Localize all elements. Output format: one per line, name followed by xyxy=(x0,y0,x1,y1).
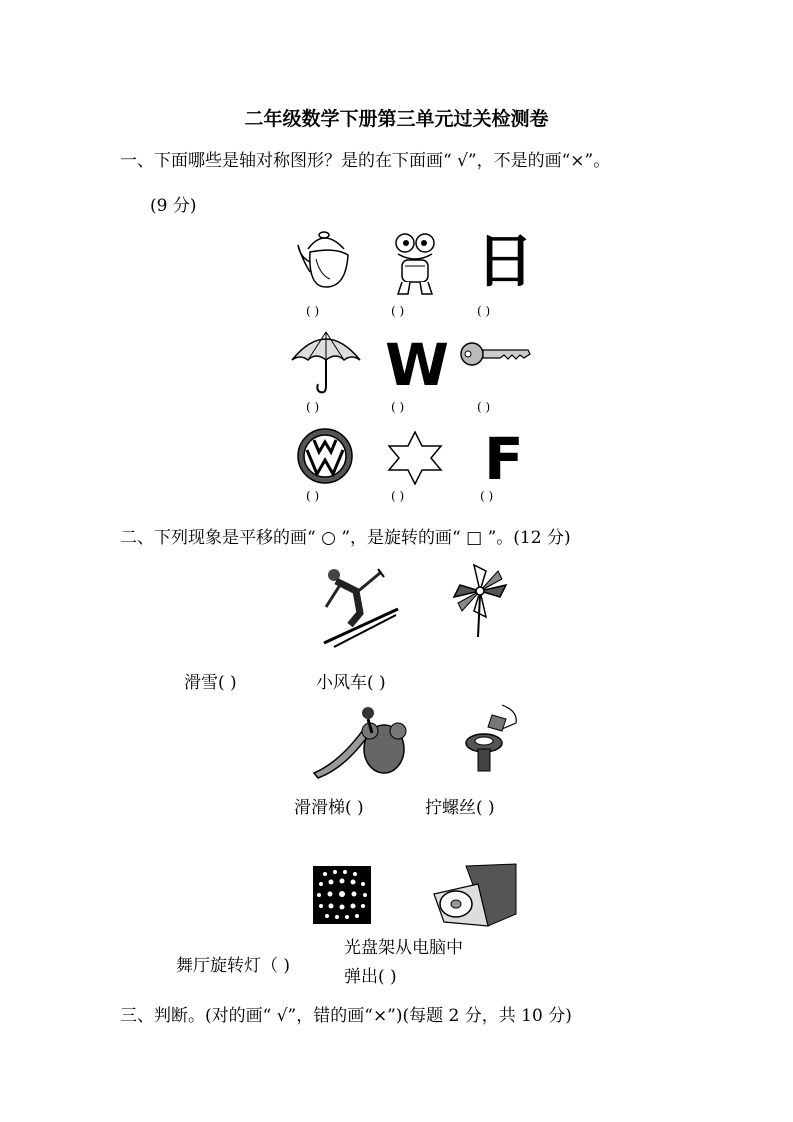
label-pinwheel: 小风车( ) xyxy=(316,673,386,693)
label-cd-line2: 弹出( ) xyxy=(344,967,397,987)
section2-question: 二、下列现象是平移的画“ ○ ”，是旋转的画“ □ ”。(12 分) xyxy=(120,528,571,548)
label-disco: 舞厅旋转灯（ ) xyxy=(176,956,291,976)
answer-blank[interactable]: ( ) xyxy=(306,304,320,318)
section1-score: (9 分) xyxy=(150,196,197,216)
answer-blank[interactable]: ( ) xyxy=(480,489,494,503)
pinwheel-icon xyxy=(452,563,508,639)
section1-question: 一、下面哪些是轴对称图形？是的在下面画“ √”，不是的画“×”。 xyxy=(120,151,611,171)
page-title: 二年级数学下册第三单元过关检测卷 xyxy=(244,108,549,130)
answer-blank[interactable]: ( ) xyxy=(391,400,405,414)
letter-w: W xyxy=(385,331,449,399)
label-slide: 滑滑梯( ) xyxy=(294,798,364,818)
answer-blank[interactable]: ( ) xyxy=(391,304,405,318)
section3-question: 三、判断。(对的画“ √”，错的画“×”)(每题 2 分，共 10 分) xyxy=(120,1006,572,1026)
label-skiing: 滑雪( ) xyxy=(184,673,237,693)
slide-icon xyxy=(312,703,406,778)
frog-icon xyxy=(390,232,440,297)
label-cd-line1: 光盘架从电脑中 xyxy=(344,938,463,958)
answer-blank[interactable]: ( ) xyxy=(306,400,320,414)
six-point-star-icon xyxy=(385,430,445,486)
disco-ball-icon xyxy=(313,866,371,924)
answer-blank[interactable]: ( ) xyxy=(391,489,405,503)
letter-f: F xyxy=(484,425,524,493)
umbrella-icon xyxy=(290,328,362,396)
teapot-icon xyxy=(296,227,356,292)
label-screw: 拧螺丝( ) xyxy=(425,798,495,818)
letter-ri: 日 xyxy=(476,227,535,295)
vw-logo-icon xyxy=(297,428,353,484)
answer-blank[interactable]: ( ) xyxy=(477,304,491,318)
key-icon xyxy=(460,340,532,368)
answer-blank[interactable]: ( ) xyxy=(306,489,320,503)
cd-drive-icon xyxy=(432,864,516,926)
screwdriver-icon xyxy=(462,703,522,775)
answer-blank[interactable]: ( ) xyxy=(477,400,491,414)
skier-icon xyxy=(320,563,400,649)
